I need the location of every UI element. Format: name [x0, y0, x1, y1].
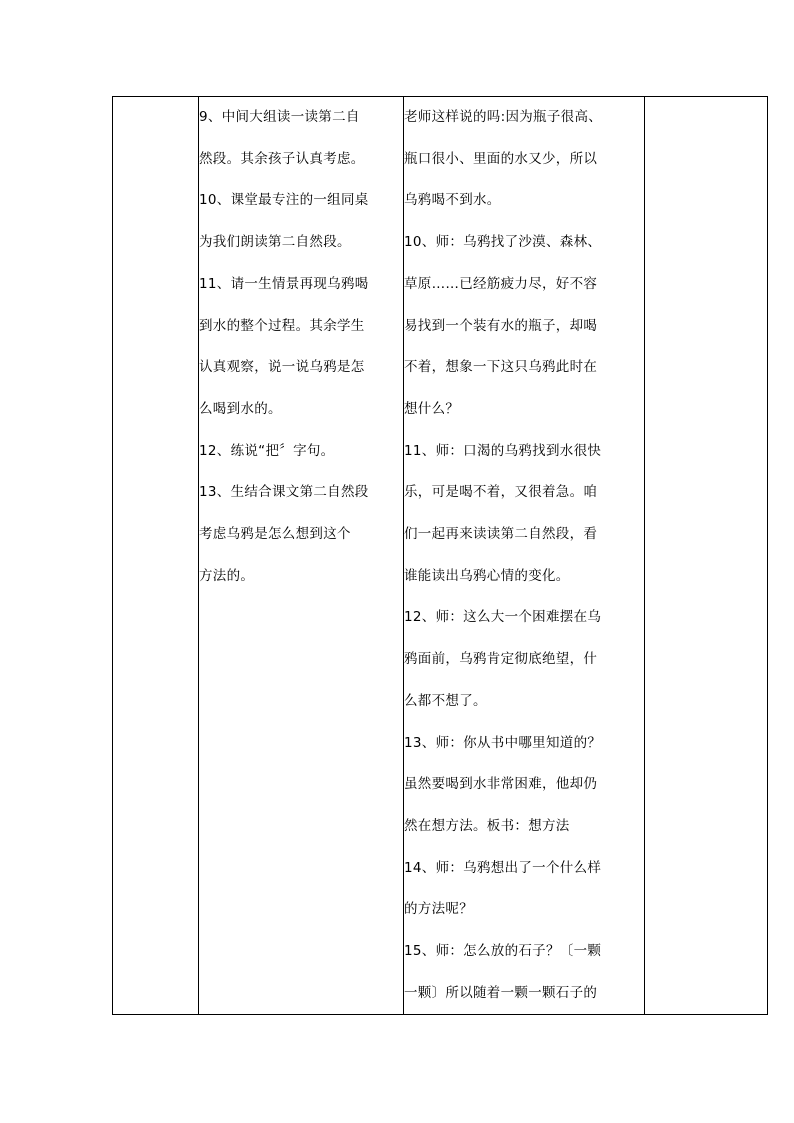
text-line: 么喝到水的。: [199, 400, 282, 417]
text-line: 的方法呢？: [404, 901, 473, 918]
text-line: 么都不想了。: [404, 692, 487, 709]
text-line: 11、师：口渴的乌鸦找到水很快: [404, 442, 602, 459]
text-line: 13、生结合课文第二自然段: [199, 484, 369, 501]
text-line: 方法的。: [199, 567, 255, 584]
text-line: 10、课堂最专注的一组同桌: [199, 192, 369, 209]
text-line: 老师这样说的吗:因为瓶子很高、: [404, 109, 603, 125]
text-line: 一颗〕所以随着一颗一颗石子的: [404, 984, 598, 1001]
text-line: 乌鸦喝不到水。: [404, 192, 501, 209]
text-line: 乐，可是喝不着，又很着急。咱: [404, 484, 598, 501]
text-line: 谁能读出乌鸦心情的变化。: [404, 567, 570, 584]
text-line: 然在想方法。板书：想方法: [404, 817, 570, 834]
text-line: 9、中间大组读一读第二自: [199, 109, 360, 125]
text-line: 认真观察，说一说乌鸦是怎: [199, 359, 365, 376]
empty-cell-right: [645, 97, 768, 1015]
student-activities-cell: [199, 97, 404, 1015]
text-line: 们一起再来读读第二自然段，看: [404, 526, 598, 543]
text-line: 草原……已经筋疲力尽，好不容: [404, 275, 598, 292]
text-line: 想什么？: [404, 400, 460, 417]
text-line: 鸦面前，乌鸦肯定彻底绝望，什: [404, 651, 598, 668]
text-line: 11、请一生情景再现乌鸦喝: [199, 275, 369, 292]
teacher-activities-cell: [404, 97, 645, 1015]
text-line: 12、练说“把〞字句。: [199, 442, 335, 459]
text-line: 考虑乌鸦是怎么想到这个: [199, 526, 351, 543]
text-line: 13、师：你从书中哪里知道的？: [404, 734, 602, 751]
lesson-plan-table: [112, 96, 768, 1015]
text-line: 15、师：怎么放的石子？〔一颗: [404, 943, 602, 960]
text-line: 10、师：乌鸦找了沙漠、森林、: [404, 234, 602, 251]
text-line: 为我们朗读第二自然段。: [199, 234, 351, 251]
text-line: 瓶口很小、里面的水又少，所以: [404, 150, 598, 167]
table-row: [113, 97, 768, 1015]
text-line: 不着，想象一下这只乌鸦此时在: [404, 359, 598, 376]
text-line: 12、师：这么大一个困难摆在乌: [404, 609, 602, 626]
text-line: 到水的整个过程。其余学生: [199, 317, 365, 334]
text-line: 易找到一个装有水的瓶子，却喝: [404, 317, 598, 334]
empty-cell-left: [113, 97, 199, 1015]
text-line: 然段。其余孩子认真考虑。: [199, 150, 365, 167]
text-line: 虽然要喝到水非常困难，他却仍: [404, 776, 598, 793]
text-line: 14、师：乌鸦想出了一个什么样: [404, 859, 602, 876]
